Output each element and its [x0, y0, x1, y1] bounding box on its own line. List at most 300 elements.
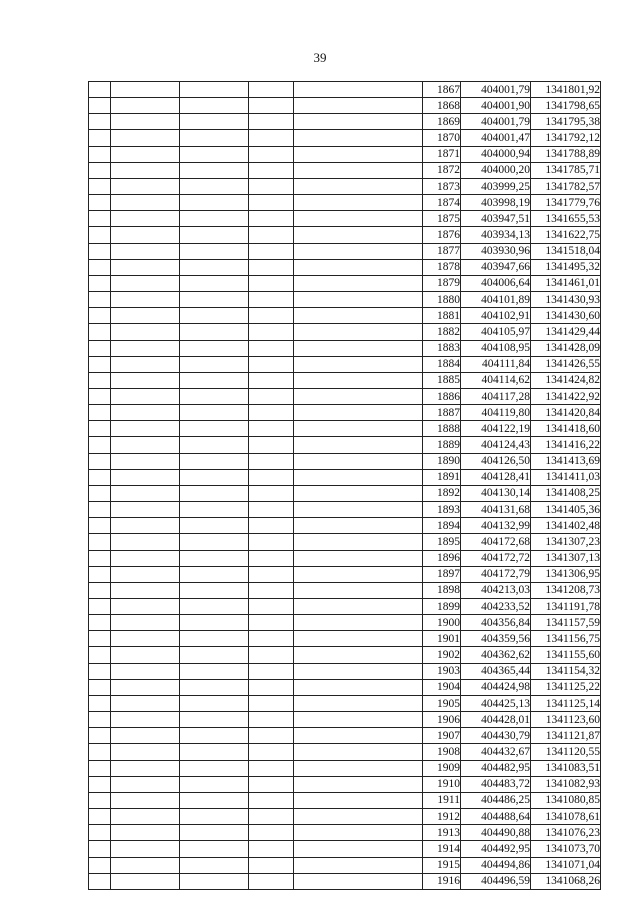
y-coordinate-cell: 1341655,53: [531, 211, 601, 227]
empty-cell: [180, 324, 249, 340]
empty-cell: [294, 776, 423, 792]
empty-cell: [180, 388, 249, 404]
x-coordinate-cell: 404172,72: [461, 550, 531, 566]
empty-cell: [294, 566, 423, 582]
empty-cell: [89, 857, 111, 873]
empty-cell: [111, 615, 180, 631]
point-number-cell: 1905: [423, 695, 461, 711]
y-coordinate-cell: 1341420,84: [531, 405, 601, 421]
empty-cell: [294, 599, 423, 615]
empty-cell: [249, 308, 294, 324]
table-row: [89, 566, 601, 582]
table-row: [89, 841, 601, 857]
empty-cell: [111, 243, 180, 259]
x-coordinate-cell: 404006,64: [461, 275, 531, 291]
empty-cell: [111, 792, 180, 808]
empty-cell: [249, 615, 294, 631]
empty-cell: [249, 211, 294, 227]
empty-cell: [249, 809, 294, 825]
point-number-cell: 1878: [423, 259, 461, 275]
table-row: [89, 259, 601, 275]
empty-cell: [111, 82, 180, 98]
table-row: [89, 340, 601, 356]
empty-cell: [294, 340, 423, 356]
point-number-cell: 1884: [423, 356, 461, 372]
point-number-cell: 1871: [423, 146, 461, 162]
x-coordinate-cell: 404482,95: [461, 760, 531, 776]
empty-cell: [180, 712, 249, 728]
x-coordinate-cell: 404102,91: [461, 308, 531, 324]
empty-cell: [89, 469, 111, 485]
empty-cell: [294, 308, 423, 324]
empty-cell: [180, 647, 249, 663]
empty-cell: [294, 631, 423, 647]
table-row: [89, 695, 601, 711]
empty-cell: [294, 873, 423, 889]
x-coordinate-cell: 404496,59: [461, 873, 531, 889]
point-number-cell: 1873: [423, 178, 461, 194]
empty-cell: [180, 728, 249, 744]
empty-cell: [249, 259, 294, 275]
empty-cell: [294, 469, 423, 485]
empty-cell: [294, 227, 423, 243]
point-number-cell: 1914: [423, 841, 461, 857]
empty-cell: [111, 857, 180, 873]
empty-cell: [249, 679, 294, 695]
empty-cell: [249, 146, 294, 162]
empty-cell: [180, 566, 249, 582]
empty-cell: [294, 453, 423, 469]
x-coordinate-cell: 404001,47: [461, 130, 531, 146]
table-row: [89, 582, 601, 598]
empty-cell: [180, 453, 249, 469]
empty-cell: [180, 98, 249, 114]
x-coordinate-cell: 404101,89: [461, 292, 531, 308]
empty-cell: [89, 388, 111, 404]
x-coordinate-cell: 404233,52: [461, 599, 531, 615]
x-coordinate-cell: 404492,95: [461, 841, 531, 857]
empty-cell: [249, 663, 294, 679]
empty-cell: [89, 114, 111, 130]
empty-cell: [111, 211, 180, 227]
y-coordinate-cell: 1341408,25: [531, 485, 601, 501]
empty-cell: [89, 550, 111, 566]
empty-cell: [180, 82, 249, 98]
empty-cell: [294, 485, 423, 501]
table-row: [89, 873, 601, 889]
empty-cell: [249, 534, 294, 550]
empty-cell: [111, 485, 180, 501]
y-coordinate-cell: 1341076,23: [531, 825, 601, 841]
empty-cell: [89, 825, 111, 841]
empty-cell: [180, 534, 249, 550]
empty-cell: [249, 582, 294, 598]
point-number-cell: 1893: [423, 502, 461, 518]
point-number-cell: 1883: [423, 340, 461, 356]
x-coordinate-cell: 404428,01: [461, 712, 531, 728]
point-number-cell: 1877: [423, 243, 461, 259]
empty-cell: [89, 631, 111, 647]
y-coordinate-cell: 1341426,55: [531, 356, 601, 372]
point-number-cell: 1892: [423, 485, 461, 501]
empty-cell: [249, 405, 294, 421]
table-row: [89, 534, 601, 550]
x-coordinate-cell: 404490,88: [461, 825, 531, 841]
y-coordinate-cell: 1341402,48: [531, 518, 601, 534]
y-coordinate-cell: 1341801,92: [531, 82, 601, 98]
y-coordinate-cell: 1341306,95: [531, 566, 601, 582]
empty-cell: [111, 679, 180, 695]
empty-cell: [249, 841, 294, 857]
empty-cell: [111, 631, 180, 647]
table-row: [89, 405, 601, 421]
table-row: [89, 825, 601, 841]
point-number-cell: 1900: [423, 615, 461, 631]
empty-cell: [180, 550, 249, 566]
empty-cell: [111, 825, 180, 841]
empty-cell: [180, 292, 249, 308]
empty-cell: [294, 437, 423, 453]
empty-cell: [180, 760, 249, 776]
table-row: [89, 82, 601, 98]
empty-cell: [294, 405, 423, 421]
y-coordinate-cell: 1341307,13: [531, 550, 601, 566]
empty-cell: [89, 485, 111, 501]
empty-cell: [111, 114, 180, 130]
empty-cell: [249, 647, 294, 663]
empty-cell: [89, 437, 111, 453]
empty-cell: [180, 663, 249, 679]
table-row: [89, 275, 601, 291]
empty-cell: [180, 599, 249, 615]
y-coordinate-cell: 1341125,14: [531, 695, 601, 711]
table-row: [89, 114, 601, 130]
table-row: [89, 195, 601, 211]
empty-cell: [180, 211, 249, 227]
empty-cell: [111, 421, 180, 437]
y-coordinate-cell: 1341120,55: [531, 744, 601, 760]
empty-cell: [111, 227, 180, 243]
empty-cell: [249, 195, 294, 211]
empty-cell: [249, 114, 294, 130]
empty-cell: [249, 82, 294, 98]
table-row: [89, 178, 601, 194]
y-coordinate-cell: 1341495,32: [531, 259, 601, 275]
point-number-cell: 1912: [423, 809, 461, 825]
empty-cell: [89, 760, 111, 776]
table-row: [89, 502, 601, 518]
empty-cell: [294, 841, 423, 857]
empty-cell: [180, 114, 249, 130]
empty-cell: [180, 195, 249, 211]
empty-cell: [111, 292, 180, 308]
empty-cell: [111, 340, 180, 356]
empty-cell: [180, 776, 249, 792]
point-number-cell: 1902: [423, 647, 461, 663]
empty-cell: [111, 195, 180, 211]
empty-cell: [111, 695, 180, 711]
point-number-cell: 1881: [423, 308, 461, 324]
table-row: [89, 146, 601, 162]
x-coordinate-cell: 404111,84: [461, 356, 531, 372]
empty-cell: [89, 534, 111, 550]
table-row: [89, 437, 601, 453]
x-coordinate-cell: 404001,79: [461, 114, 531, 130]
empty-cell: [249, 243, 294, 259]
point-number-cell: 1898: [423, 582, 461, 598]
x-coordinate-cell: 404001,90: [461, 98, 531, 114]
y-coordinate-cell: 1341157,59: [531, 615, 601, 631]
y-coordinate-cell: 1341078,61: [531, 809, 601, 825]
empty-cell: [180, 502, 249, 518]
empty-cell: [89, 663, 111, 679]
empty-cell: [294, 550, 423, 566]
empty-cell: [249, 227, 294, 243]
x-coordinate-cell: 404488,64: [461, 809, 531, 825]
empty-cell: [111, 518, 180, 534]
empty-cell: [111, 469, 180, 485]
empty-cell: [294, 792, 423, 808]
empty-cell: [294, 275, 423, 291]
point-number-cell: 1870: [423, 130, 461, 146]
empty-cell: [111, 178, 180, 194]
empty-cell: [111, 405, 180, 421]
empty-cell: [294, 114, 423, 130]
point-number-cell: 1875: [423, 211, 461, 227]
y-coordinate-cell: 1341123,60: [531, 712, 601, 728]
empty-cell: [111, 873, 180, 889]
x-coordinate-cell: 403947,66: [461, 259, 531, 275]
table-row: [89, 792, 601, 808]
empty-cell: [294, 356, 423, 372]
empty-cell: [294, 825, 423, 841]
empty-cell: [180, 340, 249, 356]
empty-cell: [89, 195, 111, 211]
x-coordinate-cell: 404000,20: [461, 162, 531, 178]
empty-cell: [249, 744, 294, 760]
empty-cell: [180, 631, 249, 647]
empty-cell: [249, 502, 294, 518]
y-coordinate-cell: 1341208,73: [531, 582, 601, 598]
empty-cell: [294, 728, 423, 744]
y-coordinate-cell: 1341430,60: [531, 308, 601, 324]
x-coordinate-cell: 404124,43: [461, 437, 531, 453]
empty-cell: [89, 566, 111, 582]
point-number-cell: 1874: [423, 195, 461, 211]
table-row: [89, 372, 601, 388]
x-coordinate-cell: 403930,96: [461, 243, 531, 259]
y-coordinate-cell: 1341121,87: [531, 728, 601, 744]
table-row: [89, 760, 601, 776]
table-row: [89, 130, 601, 146]
point-number-cell: 1890: [423, 453, 461, 469]
empty-cell: [180, 695, 249, 711]
empty-cell: [180, 243, 249, 259]
empty-cell: [89, 744, 111, 760]
empty-cell: [89, 873, 111, 889]
empty-cell: [294, 809, 423, 825]
empty-cell: [249, 324, 294, 340]
empty-cell: [294, 534, 423, 550]
y-coordinate-cell: 1341788,89: [531, 146, 601, 162]
table-row: [89, 243, 601, 259]
x-coordinate-cell: 404119,80: [461, 405, 531, 421]
x-coordinate-cell: 403998,19: [461, 195, 531, 211]
y-coordinate-cell: 1341080,85: [531, 792, 601, 808]
x-coordinate-cell: 404117,28: [461, 388, 531, 404]
y-coordinate-cell: 1341307,23: [531, 534, 601, 550]
empty-cell: [249, 599, 294, 615]
point-number-cell: 1913: [423, 825, 461, 841]
table-row: [89, 162, 601, 178]
empty-cell: [294, 857, 423, 873]
empty-cell: [249, 566, 294, 582]
x-coordinate-cell: 403947,51: [461, 211, 531, 227]
x-coordinate-cell: 404105,97: [461, 324, 531, 340]
table-row: [89, 599, 601, 615]
y-coordinate-cell: 1341430,93: [531, 292, 601, 308]
empty-cell: [111, 712, 180, 728]
empty-cell: [249, 695, 294, 711]
empty-cell: [249, 340, 294, 356]
y-coordinate-cell: 1341125,22: [531, 679, 601, 695]
empty-cell: [249, 518, 294, 534]
x-coordinate-cell: 404424,98: [461, 679, 531, 695]
y-coordinate-cell: 1341795,38: [531, 114, 601, 130]
y-coordinate-cell: 1341785,71: [531, 162, 601, 178]
empty-cell: [249, 178, 294, 194]
table-row: [89, 211, 601, 227]
table-row: [89, 421, 601, 437]
empty-cell: [111, 372, 180, 388]
empty-cell: [294, 712, 423, 728]
table-row: [89, 453, 601, 469]
empty-cell: [89, 82, 111, 98]
empty-cell: [294, 615, 423, 631]
empty-cell: [111, 776, 180, 792]
x-coordinate-cell: 404362,62: [461, 647, 531, 663]
point-number-cell: 1897: [423, 566, 461, 582]
empty-cell: [111, 744, 180, 760]
x-coordinate-cell: 404130,14: [461, 485, 531, 501]
table-row: [89, 776, 601, 792]
empty-cell: [180, 421, 249, 437]
empty-cell: [294, 195, 423, 211]
empty-cell: [89, 615, 111, 631]
x-coordinate-cell: 404172,79: [461, 566, 531, 582]
point-number-cell: 1904: [423, 679, 461, 695]
empty-cell: [180, 857, 249, 873]
empty-cell: [249, 825, 294, 841]
empty-cell: [89, 695, 111, 711]
empty-cell: [111, 728, 180, 744]
empty-cell: [89, 356, 111, 372]
point-number-cell: 1876: [423, 227, 461, 243]
empty-cell: [180, 162, 249, 178]
empty-cell: [89, 130, 111, 146]
empty-cell: [180, 469, 249, 485]
y-coordinate-cell: 1341154,32: [531, 663, 601, 679]
point-number-cell: 1885: [423, 372, 461, 388]
empty-cell: [180, 615, 249, 631]
empty-cell: [294, 98, 423, 114]
point-number-cell: 1899: [423, 599, 461, 615]
table-row: [89, 518, 601, 534]
table-row: [89, 98, 601, 114]
empty-cell: [111, 437, 180, 453]
x-coordinate-cell: 404108,95: [461, 340, 531, 356]
empty-cell: [89, 712, 111, 728]
y-coordinate-cell: 1341068,26: [531, 873, 601, 889]
x-coordinate-cell: 404356,84: [461, 615, 531, 631]
point-number-cell: 1916: [423, 873, 461, 889]
empty-cell: [89, 324, 111, 340]
point-number-cell: 1894: [423, 518, 461, 534]
empty-cell: [180, 227, 249, 243]
y-coordinate-cell: 1341798,65: [531, 98, 601, 114]
empty-cell: [294, 259, 423, 275]
empty-cell: [249, 760, 294, 776]
table-row: [89, 550, 601, 566]
point-number-cell: 1911: [423, 792, 461, 808]
point-number-cell: 1888: [423, 421, 461, 437]
empty-cell: [89, 647, 111, 663]
x-coordinate-cell: 404213,03: [461, 582, 531, 598]
empty-cell: [111, 388, 180, 404]
y-coordinate-cell: 1341461,01: [531, 275, 601, 291]
empty-cell: [89, 518, 111, 534]
table-row: [89, 227, 601, 243]
y-coordinate-cell: 1341779,76: [531, 195, 601, 211]
empty-cell: [111, 663, 180, 679]
x-coordinate-cell: 404425,13: [461, 695, 531, 711]
y-coordinate-cell: 1341411,03: [531, 469, 601, 485]
empty-cell: [180, 259, 249, 275]
table-row: [89, 728, 601, 744]
y-coordinate-cell: 1341792,12: [531, 130, 601, 146]
empty-cell: [180, 130, 249, 146]
y-coordinate-cell: 1341071,04: [531, 857, 601, 873]
point-number-cell: 1909: [423, 760, 461, 776]
y-coordinate-cell: 1341518,04: [531, 243, 601, 259]
empty-cell: [180, 372, 249, 388]
empty-cell: [294, 421, 423, 437]
empty-cell: [249, 453, 294, 469]
x-coordinate-cell: 403999,25: [461, 178, 531, 194]
x-coordinate-cell: 404486,25: [461, 792, 531, 808]
empty-cell: [180, 809, 249, 825]
empty-cell: [111, 841, 180, 857]
empty-cell: [111, 308, 180, 324]
empty-cell: [89, 502, 111, 518]
empty-cell: [111, 356, 180, 372]
table-row: [89, 615, 601, 631]
point-number-cell: 1906: [423, 712, 461, 728]
empty-cell: [294, 502, 423, 518]
y-coordinate-cell: 1341428,09: [531, 340, 601, 356]
empty-cell: [249, 631, 294, 647]
empty-cell: [180, 582, 249, 598]
point-number-cell: 1895: [423, 534, 461, 550]
empty-cell: [89, 178, 111, 194]
empty-cell: [111, 98, 180, 114]
empty-cell: [294, 162, 423, 178]
x-coordinate-cell: 404126,50: [461, 453, 531, 469]
empty-cell: [180, 308, 249, 324]
table-row: [89, 679, 601, 695]
empty-cell: [294, 146, 423, 162]
table-row: [89, 744, 601, 760]
